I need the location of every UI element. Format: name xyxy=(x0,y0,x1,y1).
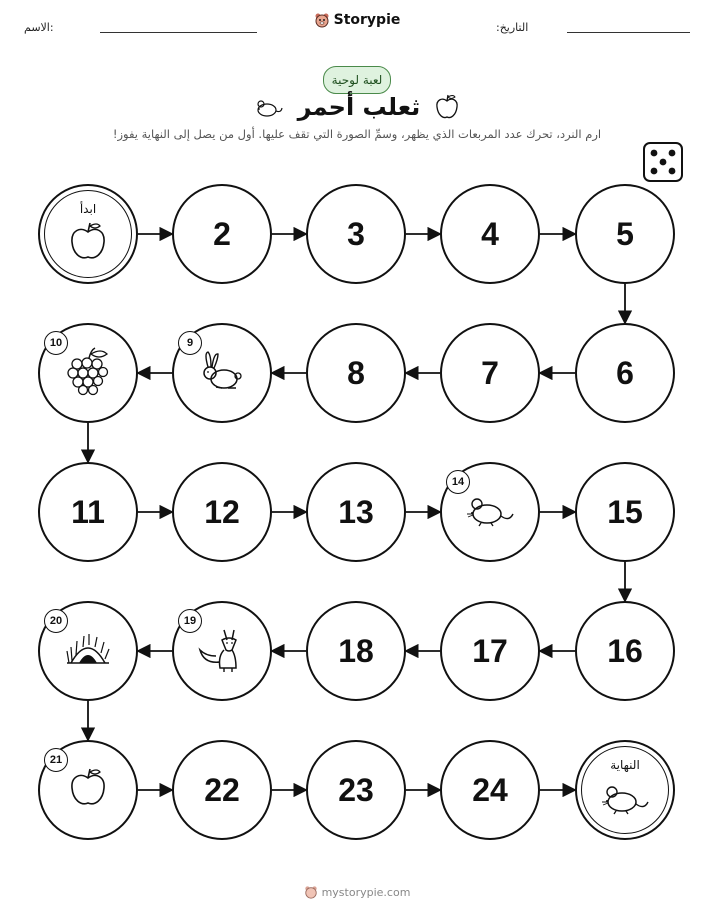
board-square-5[interactable] xyxy=(575,184,675,284)
rabbit-icon xyxy=(198,349,246,397)
square-number: 5 xyxy=(616,215,634,252)
square-number: 7 xyxy=(481,354,499,391)
square-number: 24 xyxy=(472,771,508,808)
square-number-tag: 10 xyxy=(44,331,68,355)
square-number: 17 xyxy=(472,632,508,669)
board-square-9[interactable] xyxy=(172,323,272,423)
board-square-7[interactable] xyxy=(440,323,540,423)
board-square-2[interactable] xyxy=(172,184,272,284)
square-number: 23 xyxy=(338,771,374,808)
storypie-logo-icon xyxy=(304,885,318,899)
board-square-3[interactable] xyxy=(306,184,406,284)
square-number-tag: 9 xyxy=(178,331,202,355)
game-type-badge: لعبة لوحية xyxy=(323,66,391,94)
board-square-14[interactable] xyxy=(440,462,540,562)
mouse-icon xyxy=(465,492,515,532)
board-square-12[interactable] xyxy=(172,462,272,562)
date-label: التاريخ: xyxy=(496,21,529,34)
fox-icon xyxy=(196,624,248,678)
board-square-25[interactable] xyxy=(575,740,675,840)
square-number: 13 xyxy=(338,493,374,530)
square-number-tag: 20 xyxy=(44,609,68,633)
board-square-8[interactable] xyxy=(306,323,406,423)
square-number-tag: 14 xyxy=(446,470,470,494)
square-number-tag: 21 xyxy=(44,748,68,772)
board-square-18[interactable] xyxy=(306,601,406,701)
start-label: ابدأ xyxy=(79,202,97,216)
board-square-23[interactable] xyxy=(306,740,406,840)
board-square-11[interactable] xyxy=(38,462,138,562)
finish-label: النهاية xyxy=(610,758,640,772)
square-number: 18 xyxy=(338,632,374,669)
den-icon xyxy=(63,631,113,671)
board-square-24[interactable] xyxy=(440,740,540,840)
apple-icon xyxy=(68,766,108,814)
mouse-icon xyxy=(600,780,650,820)
board-square-17[interactable] xyxy=(440,601,540,701)
square-number: 15 xyxy=(607,493,643,530)
board-square-10[interactable] xyxy=(38,323,138,423)
brand-name: Storypie xyxy=(333,12,401,28)
square-number: 12 xyxy=(204,493,240,530)
grapes-icon xyxy=(65,346,111,400)
square-number: 16 xyxy=(607,632,643,669)
board-square-16[interactable] xyxy=(575,601,675,701)
square-number: 22 xyxy=(204,771,240,808)
footer-site[interactable]: mystorypie.com xyxy=(321,885,411,899)
footer xyxy=(0,885,714,899)
board-square-20[interactable] xyxy=(38,601,138,701)
square-number: 6 xyxy=(616,354,634,391)
board-square-21[interactable] xyxy=(38,740,138,840)
square-number: 4 xyxy=(481,215,499,252)
board-square-22[interactable] xyxy=(172,740,272,840)
instructions: ارم النرد، تحرك عدد المربعات الذي يظهر، وسمِّ الصورة التي تقف عليها. أول من يصل إلى النهاية يفوز! xyxy=(112,127,602,141)
board-square-19[interactable] xyxy=(172,601,272,701)
board-square-4[interactable] xyxy=(440,184,540,284)
square-number-tag: 19 xyxy=(178,609,202,633)
name-label: الاسم: xyxy=(24,21,54,34)
board-square-1[interactable] xyxy=(38,184,138,284)
board-square-15[interactable] xyxy=(575,462,675,562)
apple-icon xyxy=(68,220,108,268)
square-number: 8 xyxy=(347,354,365,391)
square-number: 11 xyxy=(71,493,105,530)
page-title: ثعلب أحمر xyxy=(297,93,421,121)
board-square-6[interactable] xyxy=(575,323,675,423)
square-number: 3 xyxy=(347,215,365,252)
square-number: 2 xyxy=(213,215,231,252)
board-square-13[interactable] xyxy=(306,462,406,562)
